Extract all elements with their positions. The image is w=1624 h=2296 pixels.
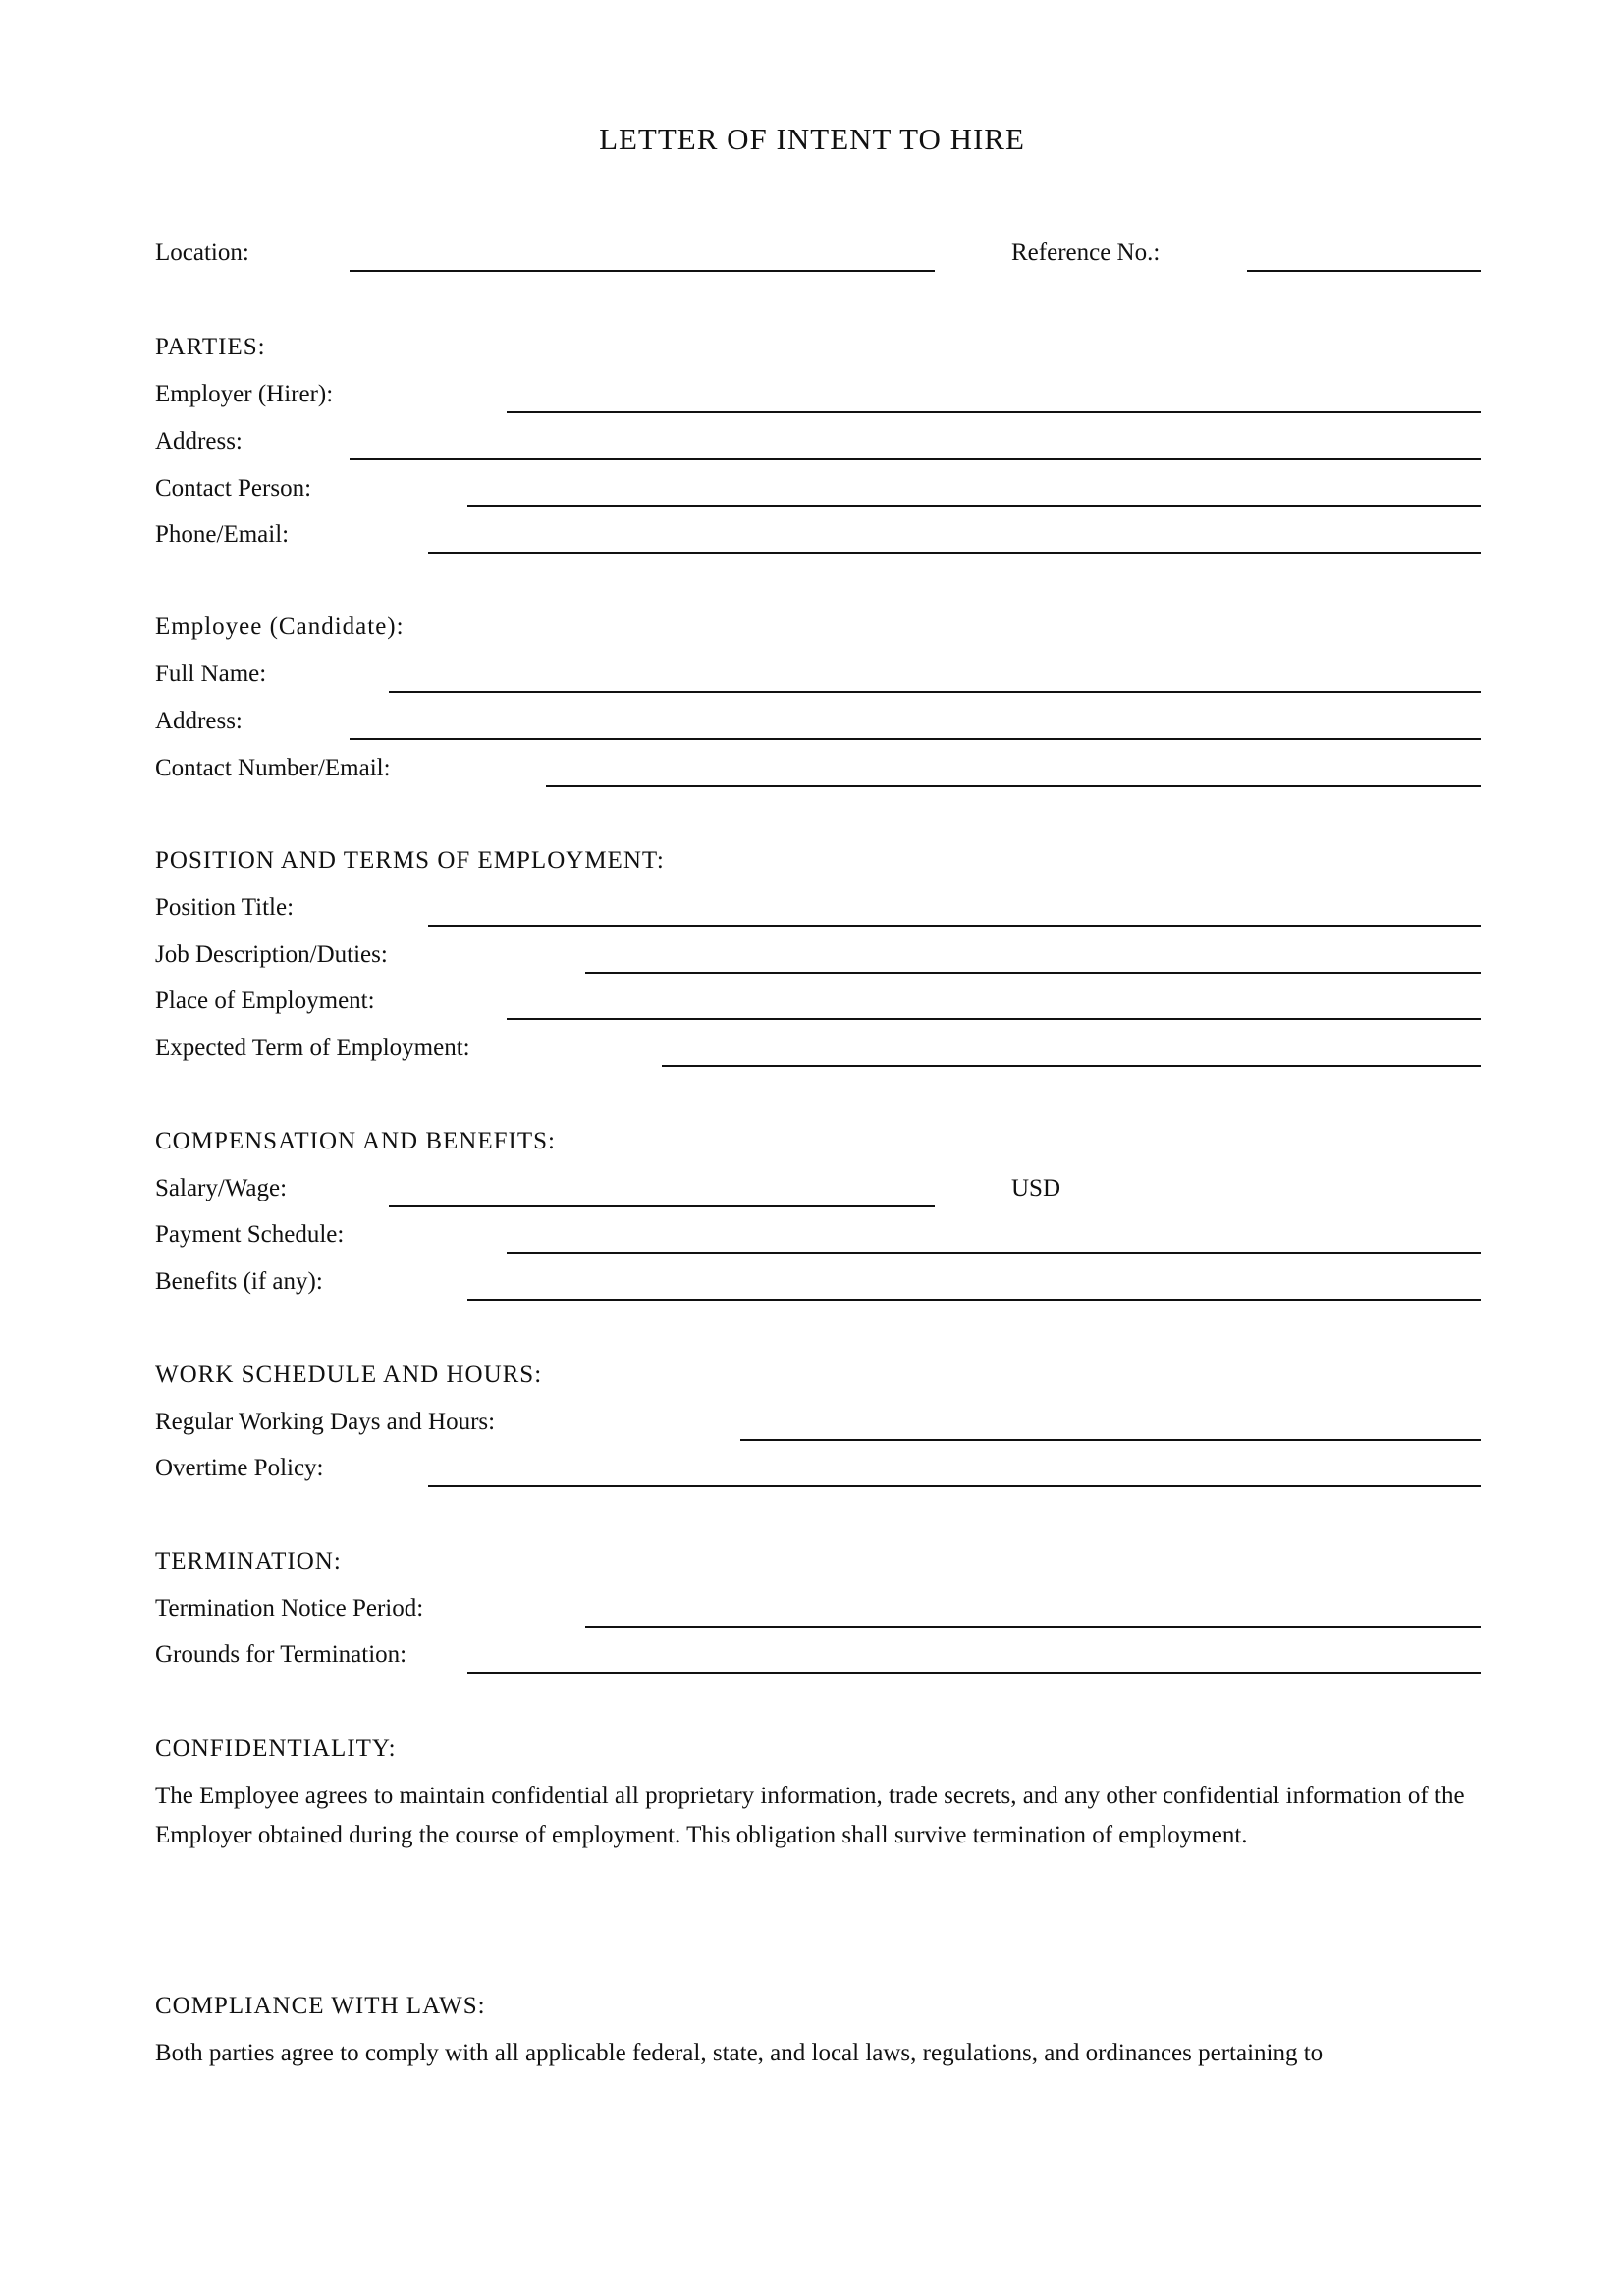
employee-address-label: Address:	[155, 708, 243, 734]
contact-person-field[interactable]	[467, 505, 1481, 507]
reference-no-label: Reference No.:	[1011, 240, 1161, 266]
payment-schedule-label: Payment Schedule:	[155, 1221, 345, 1248]
employer-label: Employer (Hirer):	[155, 381, 334, 407]
expected-term-label: Expected Term of Employment:	[155, 1035, 470, 1061]
reference-no-field[interactable]	[1247, 270, 1481, 272]
expected-term-field[interactable]	[662, 1065, 1481, 1067]
compensation-heading: COMPENSATION AND BENEFITS:	[155, 1128, 556, 1154]
currency-label: USD	[1011, 1175, 1061, 1201]
location-field[interactable]	[350, 270, 935, 272]
employee-heading: Employee (Candidate):	[155, 614, 405, 640]
parties-heading: PARTIES:	[155, 334, 266, 360]
notice-period-field[interactable]	[585, 1626, 1481, 1628]
contact-number-email-label: Contact Number/Email:	[155, 755, 391, 781]
benefits-field[interactable]	[467, 1299, 1481, 1301]
overtime-policy-label: Overtime Policy:	[155, 1455, 324, 1481]
working-days-label: Regular Working Days and Hours:	[155, 1409, 496, 1435]
payment-schedule-field[interactable]	[507, 1252, 1481, 1254]
confidentiality-heading: CONFIDENTIALITY:	[155, 1735, 397, 1762]
place-of-employment-label: Place of Employment:	[155, 988, 375, 1014]
overtime-policy-field[interactable]	[428, 1485, 1481, 1487]
compliance-text: Both parties agree to comply with all applicable federal, state, and local laws, regulations, and ordinances pertaining to	[155, 2040, 1324, 2066]
working-days-field[interactable]	[740, 1439, 1481, 1441]
salary-field[interactable]	[389, 1205, 935, 1207]
phone-email-field[interactable]	[428, 552, 1481, 554]
confidentiality-text: The Employee agrees to maintain confidential all proprietary information, trade secrets, and any other confidential information of the Employer obtained during the course of employment. This obligation shall survive termination of employment.	[155, 1783, 1465, 1848]
compliance-heading: COMPLIANCE WITH LAWS:	[155, 1993, 486, 2019]
employer-address-field[interactable]	[350, 458, 1481, 460]
employee-address-field[interactable]	[350, 738, 1481, 740]
salary-label: Salary/Wage:	[155, 1175, 288, 1201]
position-title-field[interactable]	[428, 925, 1481, 927]
notice-period-label: Termination Notice Period:	[155, 1595, 424, 1622]
job-duties-field[interactable]	[585, 972, 1481, 974]
full-name-field[interactable]	[389, 691, 1481, 693]
employer-field[interactable]	[507, 411, 1481, 413]
position-title-label: Position Title:	[155, 894, 295, 921]
position-heading: POSITION AND TERMS OF EMPLOYMENT:	[155, 847, 665, 874]
location-label: Location:	[155, 240, 249, 266]
employer-address-label: Address:	[155, 428, 243, 454]
contact-number-email-field[interactable]	[546, 785, 1481, 787]
termination-heading: TERMINATION:	[155, 1548, 342, 1575]
phone-email-label: Phone/Email:	[155, 521, 290, 548]
work-schedule-heading: WORK SCHEDULE AND HOURS:	[155, 1362, 543, 1388]
job-duties-label: Job Description/Duties:	[155, 941, 388, 968]
benefits-label: Benefits (if any):	[155, 1268, 323, 1295]
place-of-employment-field[interactable]	[507, 1018, 1481, 1020]
document-title: LETTER OF INTENT TO HIRE	[599, 122, 1025, 156]
contact-person-label: Contact Person:	[155, 475, 312, 502]
full-name-label: Full Name:	[155, 661, 267, 687]
grounds-label: Grounds for Termination:	[155, 1641, 407, 1668]
grounds-field[interactable]	[467, 1672, 1481, 1674]
